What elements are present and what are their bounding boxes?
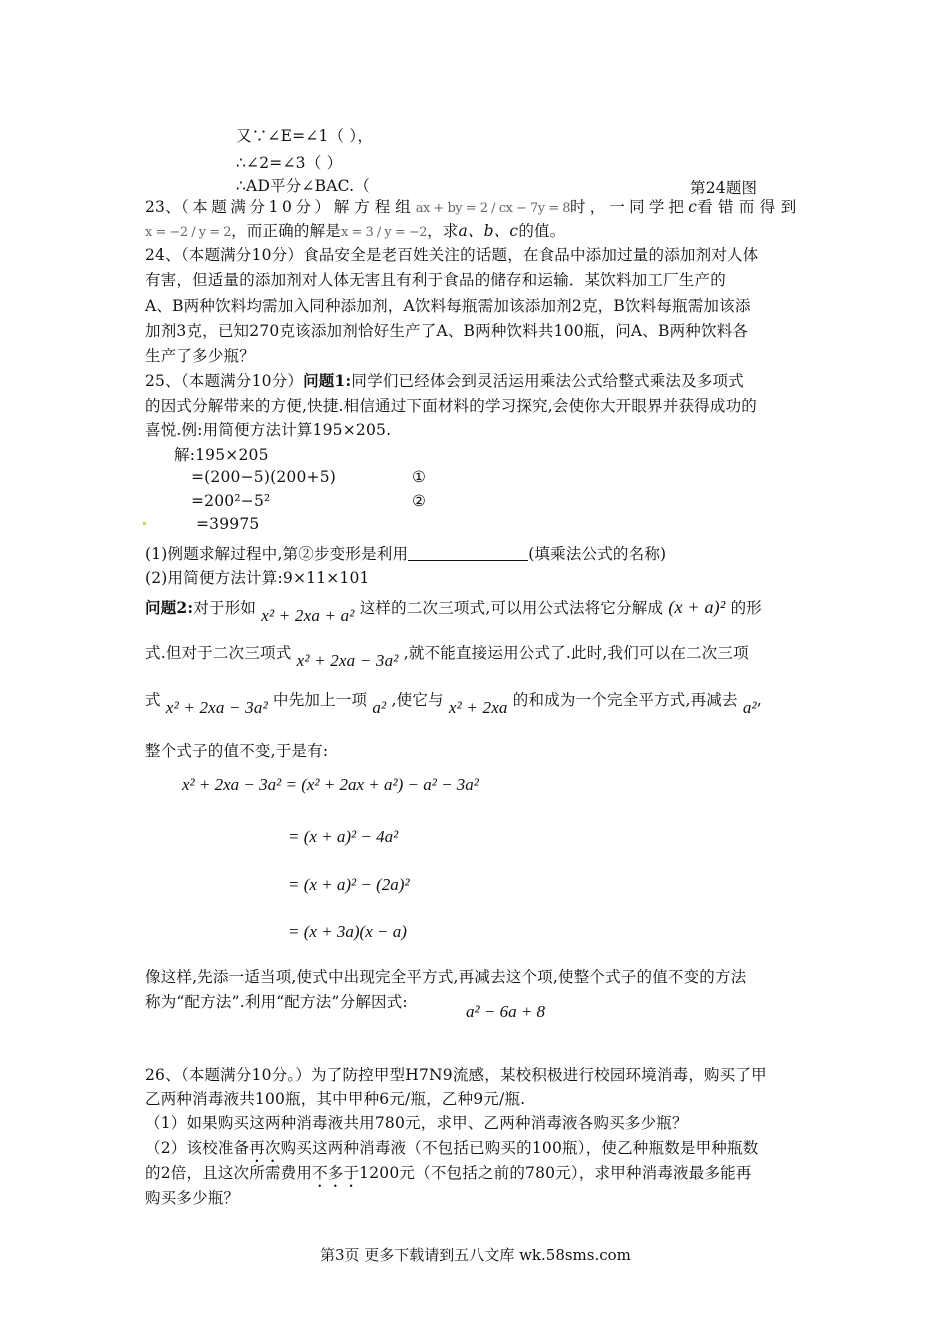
q23-text-a: 解方程组: [333, 198, 416, 216]
q25-p2-text-c: 的形: [730, 599, 762, 617]
q25-problem2-label: 问题2:: [145, 598, 194, 617]
q26-l5-a: 的2倍，且这次所需费用: [145, 1164, 313, 1182]
expr-a-squared: a²: [372, 698, 387, 717]
q23-line-2: [145, 219, 565, 241]
q25-problem2-line-2: [145, 641, 749, 670]
q25-problem2-line-4: 整个式子的值不变,于是有:: [145, 742, 329, 760]
q23-text-e: ，求: [427, 222, 459, 240]
proof-line-3: ∴AD平分∠BAC.（: [236, 177, 370, 195]
equation-step-2: = (x + a)² − 4a²: [288, 827, 399, 846]
q23-line-1: [145, 195, 802, 217]
q26-l4-emphasis: 再次: [249, 1139, 281, 1157]
expr-square-form: x² + 2xa + a²: [261, 606, 355, 625]
q23-text-f: 的值。: [518, 222, 566, 240]
q25-line-2: 的因式分解带来的方便,快捷.相信通过下面材料的学习探究,会使你大开眼界并获得成功的: [145, 397, 757, 415]
q26-l5-c: 1200元（不包括之前的780元），求甲种消毒液最多能再: [359, 1164, 752, 1182]
page-footer: 第3页 更多下载请到五八文库 wk.58sms.com: [320, 1246, 631, 1264]
q26-l5-emphasis: 不多于: [312, 1164, 360, 1182]
equation-step-3: = (x + a)² − (2a)²: [288, 875, 410, 894]
q24-line-4: 加剂3克，已知270克该添加剂恰好生产了A、B两种饮料共100瓶，问A、B两种饮料各: [145, 322, 749, 340]
expr-trinomial: x² + 2xa − 3a²: [296, 651, 399, 670]
q26-line-6: 购买多少瓶？: [145, 1189, 240, 1207]
q23-text-d: ，而正确的解是: [231, 222, 341, 240]
expr-binomial: x² + 2xa: [448, 698, 508, 717]
q24-line-1: 24、（本题满分10分）食品安全是老百姓关注的话题，在食品中添加过量的添加剂对人体: [145, 246, 759, 264]
q23-text-c: 看错而得到: [697, 198, 802, 216]
q25-p2-text-f: 式: [145, 691, 161, 709]
q24-line-3: A、B两种饮料均需加入同种添加剂，A饮料每瓶需加该添加剂2克，B饮料每瓶需加该添: [145, 297, 751, 315]
solution-line-2: =(200−5)(200+5): [191, 468, 337, 486]
q25-line-5: 称为“配方法”.利用“配方法”分解因式:: [145, 993, 408, 1011]
q23-wrong-solution: x = −2 / y = 2: [145, 225, 232, 240]
q25-p2-text-g: 中先加上一项: [273, 691, 368, 709]
q23-vars: a、b、c: [458, 222, 519, 240]
step-marker-1: ①: [412, 468, 427, 486]
q25-line-1: [145, 369, 744, 391]
q23-points: （本题满分10分）: [180, 198, 334, 216]
q25-sub1-text: (1)例题求解过程中,第②步变形是利用: [145, 545, 409, 563]
q25-sub1-note: (填乘法公式的名称): [528, 545, 667, 563]
q25-p2-text-h: ,使它与: [391, 691, 444, 709]
q25-p2-text-d: 式.但对于二次三项式: [145, 644, 292, 662]
q23-number: 23、: [145, 198, 181, 216]
q26-line-2: 乙两种消毒液共100瓶，其中甲种6元/瓶，乙种9元/瓶.: [145, 1090, 526, 1108]
q23-text-b: 时，一同学把: [570, 198, 689, 216]
q25-problem2-line-3: [145, 688, 762, 717]
solution-line-1: 解:195×205: [174, 446, 269, 464]
q25-text: 同学们已经体会到灵活运用乘法公式给整式乘法及多项式: [351, 372, 744, 390]
q24-line-2: 有害，但适量的添加剂对人体无害且有利于食品的储存和运输．某饮料加工厂生产的: [145, 271, 726, 289]
proof-line-2: ∴∠2=∠3（ ）: [236, 154, 343, 172]
q26-l4-a: （2）该校准备: [145, 1139, 250, 1157]
q25-problem1-label: 问题1:: [303, 371, 352, 390]
solution-line-4: =39975: [196, 515, 260, 533]
q26-line-3: （1）如果购买这两种消毒液共用780元，求甲、乙两种消毒液各购买多少瓶？: [145, 1114, 688, 1132]
q25-p2-text-b: 这样的二次三项式,可以用公式法将它分解成: [359, 599, 664, 617]
q25-line-4: 像这样,先添一适当项,使式中出现完全平方式,再减去这个项,使整个式子的值不变的方法: [145, 968, 747, 986]
q26-l4-c: 购买这两种消毒液（不包括已购买的100瓶），使乙种瓶数是甲种瓶数: [280, 1139, 759, 1157]
step-marker-2: ②: [412, 492, 427, 510]
q25-p2-text-j: ,: [756, 691, 762, 709]
figure-label: 第24题图: [690, 179, 758, 197]
q25-p2-text-i: 的和成为一个完全平方式,再减去: [512, 691, 738, 709]
q24-line-5: 生产了多少瓶？: [145, 347, 255, 365]
q23-right-solution: x = 3 / y = −2: [340, 225, 428, 240]
q25-line-3: 喜悦.例:用简便方法计算195×205.: [145, 421, 392, 439]
q25-p2-text-a: 对于形如: [193, 599, 257, 617]
q25-sub2: (2)用简便方法计算:9×11×101: [145, 569, 370, 587]
q25-p2-text-e: ,就不能直接运用公式了.此时,我们可以在二次三项: [403, 644, 749, 662]
expr-factor-target: a² − 6a + 8: [466, 1002, 546, 1021]
equation-step-1: x² + 2xa − 3a² = (x² + 2ax + a²) − a² − 3a²: [182, 775, 479, 794]
q25-head: 25、（本题满分10分）: [145, 372, 304, 390]
equation-step-4: = (x + 3a)(x − a): [288, 922, 407, 941]
answer-blank[interactable]: [408, 546, 528, 561]
q26-line-1: 26、（本题满分10分。）为了防控甲型H7N9流感，某校积极进行校园环境消毒，购买了甲: [145, 1066, 767, 1084]
q23-equation-system: ax + by = 2 / cx − 7y = 8: [415, 201, 571, 216]
expr-trinomial-2: x² + 2xa − 3a²: [165, 698, 268, 717]
q23-var-c: c: [688, 198, 698, 216]
expr-a-squared-2: a²: [742, 698, 757, 717]
solution-line-3: =200²−5²: [191, 492, 271, 510]
q25-problem2-line-1: [145, 596, 762, 625]
q25-sub1: [145, 542, 666, 564]
expr-square-result: (x + a)²: [668, 597, 726, 617]
proof-line-1: 又∵∠E=∠1（ ），: [236, 127, 374, 145]
